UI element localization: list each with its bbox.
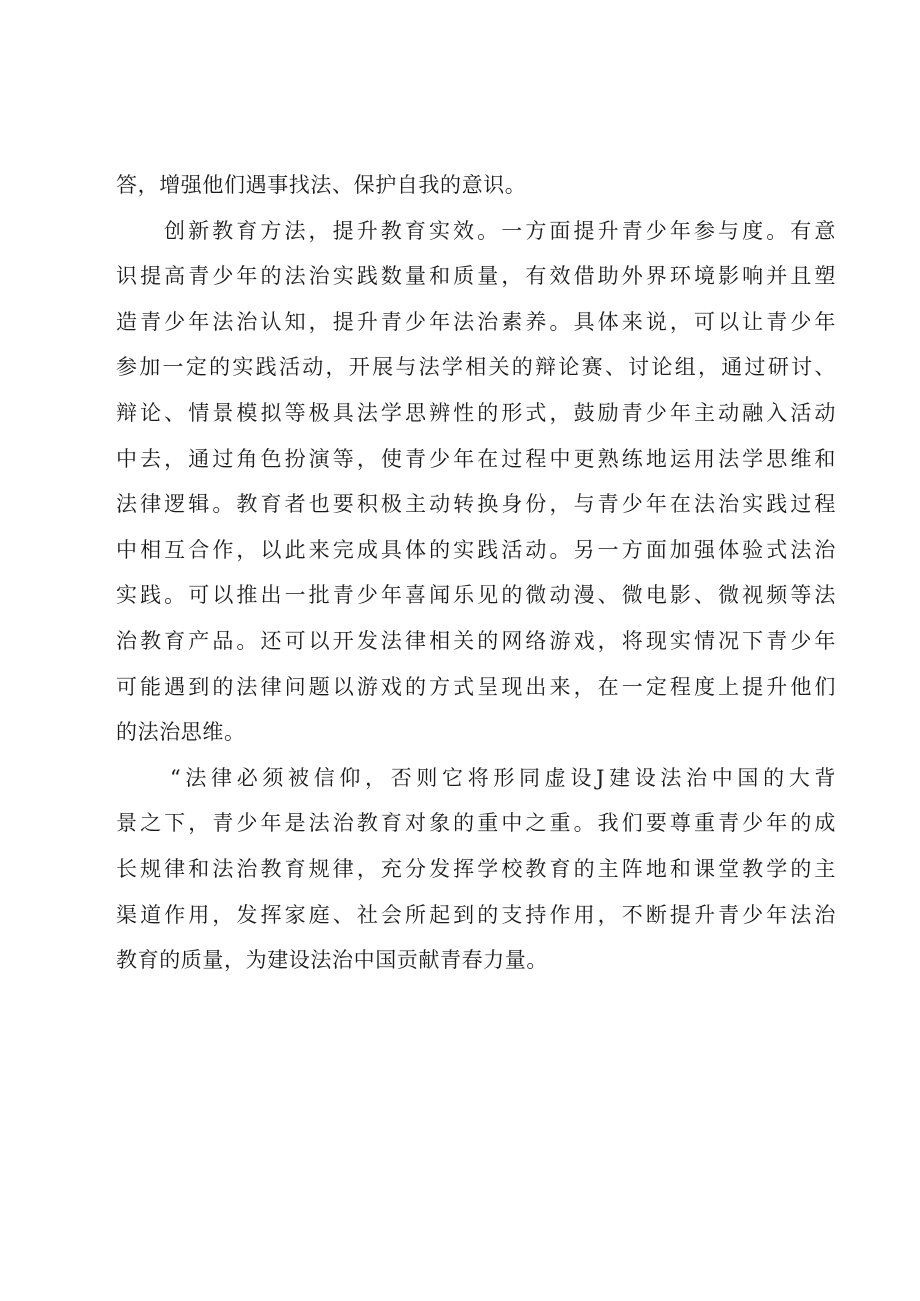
text-line: 教育的质量，为建设法治中国贡献青春力量。 bbox=[116, 948, 548, 973]
text-line: 中相互合作，以此来完成具体的实践活动。另一方面加强体验式法治 bbox=[116, 537, 836, 562]
text-line: 实践。可以推出一批青少年喜闻乐见的微动漫、微电影、微视频等法 bbox=[116, 583, 836, 608]
paragraph-2 bbox=[116, 209, 836, 756]
document-body bbox=[116, 163, 836, 984]
text-line: 辩论、情景模拟等极具法学思辨性的形式，鼓励青少年主动融入活动 bbox=[116, 400, 836, 425]
text-line: 答，增强他们遇事找法、保护自我的意识。 bbox=[116, 173, 527, 197]
text-line: 参加一定的实践活动，开展与法学相关的辩论赛、讨论组，通过研讨、 bbox=[116, 355, 836, 380]
text-line: 识提高青少年的法治实践数量和质量，有效借助外界环境影响并且塑 bbox=[116, 264, 836, 289]
text-line: 治教育产品。还可以开发法律相关的网络游戏，将现实情况下青少年 bbox=[116, 628, 836, 653]
text-line: 可能遇到的法律问题以游戏的方式呈现出来，在一定程度上提升他们 bbox=[116, 674, 836, 699]
text-line: 渠道作用，发挥家庭、社会所起到的支持作用，不断提升青少年法治 bbox=[116, 902, 836, 927]
text-line: 中去，通过角色扮演等，使青少年在过程中更熟练地运用法学思维和 bbox=[116, 446, 836, 471]
text-line: 造青少年法治认知，提升青少年法治素养。具体来说，可以让青少年 bbox=[116, 309, 836, 334]
text-line: 的法治思维。 bbox=[116, 720, 246, 745]
text-line: 法律逻辑。教育者也要积极主动转换身份，与青少年在法治实践过程 bbox=[116, 492, 836, 517]
paragraph-1 bbox=[116, 163, 836, 209]
text-line: 长规律和法治教育规律，充分发挥学校教育的主阵地和课堂教学的主 bbox=[116, 856, 836, 881]
text-line: 景之下，青少年是法治教育对象的重中之重。我们要尊重青少年的成 bbox=[116, 811, 836, 836]
text-line: “法律必须被信仰，否则它将形同虚设J建设法治中国的大背 bbox=[170, 765, 836, 790]
paragraph-3 bbox=[116, 756, 836, 984]
text-line: 创新教育方法，提升教育实效。一方面提升青少年参与度。有意 bbox=[164, 218, 836, 243]
